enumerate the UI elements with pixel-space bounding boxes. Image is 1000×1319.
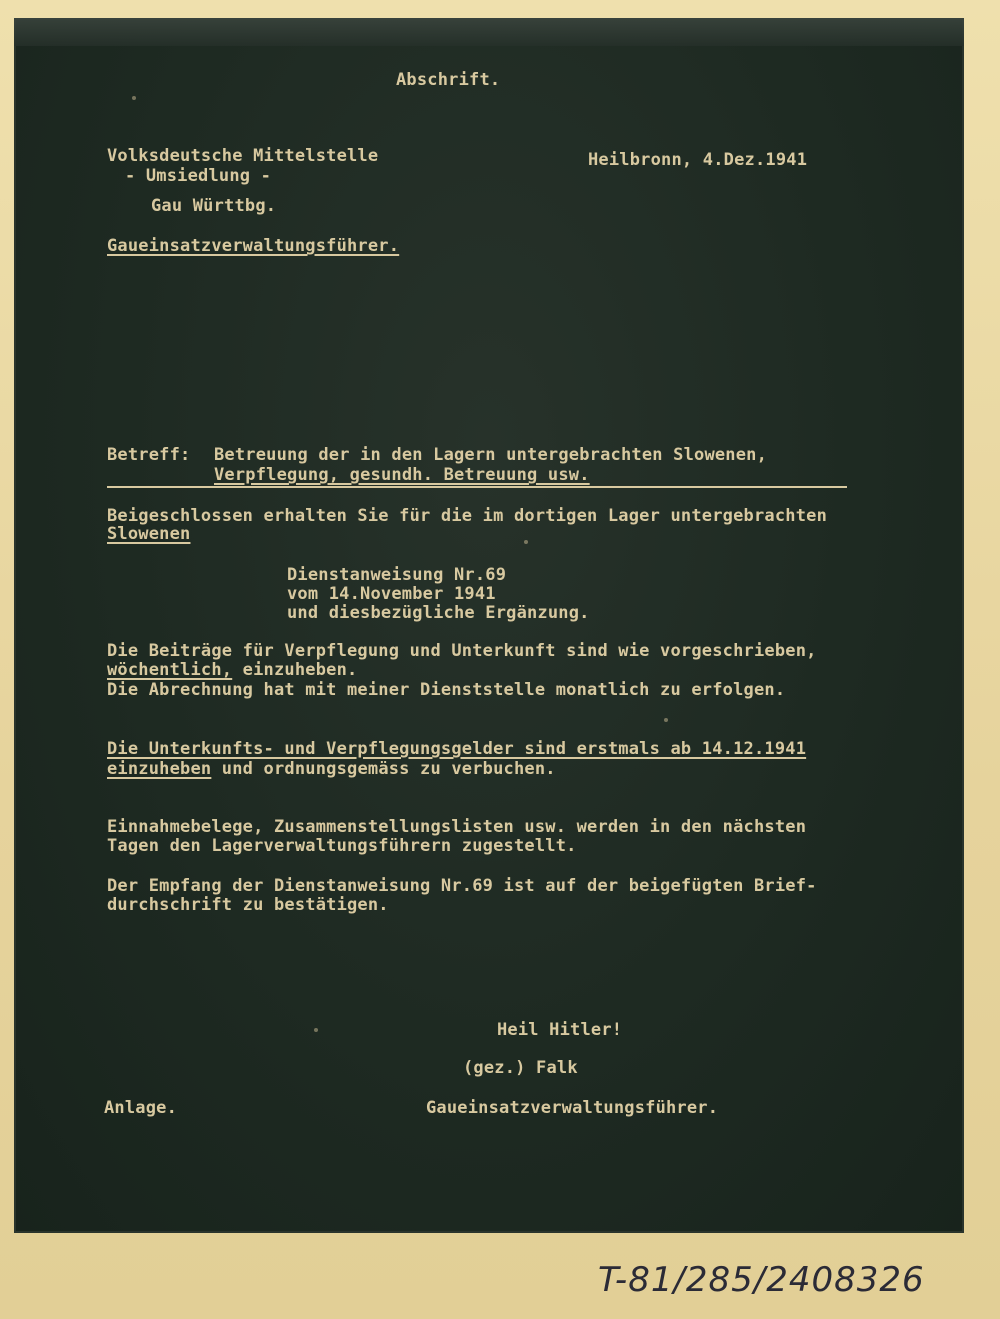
sheet-top-band	[14, 18, 964, 46]
paragraph-2-underlined-word: wöchentlich,	[107, 660, 233, 680]
paragraph-2-line-2	[107, 660, 357, 680]
enclosure-line-3: und diesbezügliche Ergänzung.	[287, 603, 590, 623]
closing-title: Gaueinsatzverwaltungsführer.	[426, 1098, 719, 1118]
document-heading: Abschrift.	[396, 70, 501, 90]
paragraph-2-line-3: Die Abrechnung hat mit meiner Dienststelle monatlich zu erfolgen.	[107, 680, 786, 700]
subject-line-1: Betreuung der in den Lagern untergebrachten Slowenen,	[214, 445, 768, 465]
paragraph-2-line-2-rest: einzuheben.	[232, 660, 358, 680]
speck	[664, 718, 668, 722]
sender-line-3: Gau Württbg.	[151, 196, 277, 216]
paragraph-3-line-2-rest: und ordnungsgemäss zu verbuchen.	[211, 759, 556, 779]
place-date: Heilbronn, 4.Dez.1941	[588, 150, 808, 170]
paragraph-5-line-2: durchschrift zu bestätigen.	[107, 895, 389, 915]
paragraph-3-underlined-word: einzuheben	[107, 759, 212, 779]
speck	[132, 96, 136, 100]
paragraph-1-line-2: Slowenen	[107, 524, 191, 544]
archive-reference: T-81/285/2408326	[598, 1260, 925, 1300]
subject-line-2: Verpflegung, gesundh. Betreuung usw.	[214, 465, 590, 485]
sender-line-1: Volksdeutsche Mittelstelle	[107, 146, 379, 166]
subject-label: Betreff:	[107, 445, 191, 465]
enclosure-line-1: Dienstanweisung Nr.69	[287, 565, 507, 585]
paragraph-3-line-1: Die Unterkunfts- und Verpflegungsgelder sind erstmals ab 14.12.1941	[107, 739, 807, 759]
speck	[524, 540, 528, 544]
paragraph-4-line-2: Tagen den Lagerverwaltungsführern zugestellt.	[107, 836, 577, 856]
closing-greeting: Heil Hitler!	[497, 1020, 623, 1040]
enclosure-line-2: vom 14.November 1941	[287, 584, 496, 604]
paragraph-3-line-2	[107, 759, 556, 779]
paragraph-2-line-1: Die Beiträge für Verpflegung und Unterkunft sind wie vorgeschrieben,	[107, 641, 817, 661]
sender-line-2: - Umsiedlung -	[125, 166, 272, 186]
subject-rule	[107, 486, 847, 488]
enclosure-note: Anlage.	[104, 1098, 178, 1118]
sender-department: Gaueinsatzverwaltungsführer.	[107, 236, 400, 256]
paragraph-4-line-1: Einnahmebelege, Zusammenstellungslisten usw. werden in den nächsten	[107, 817, 807, 837]
paragraph-5-line-1: Der Empfang der Dienstanweisung Nr.69 ist auf der beigefügten Brief-	[107, 876, 817, 896]
closing-signature: (gez.) Falk	[463, 1058, 578, 1078]
paragraph-1-line-1: Beigeschlossen erhalten Sie für die im dortigen Lager untergebrachten	[107, 506, 828, 526]
speck	[314, 1028, 318, 1032]
